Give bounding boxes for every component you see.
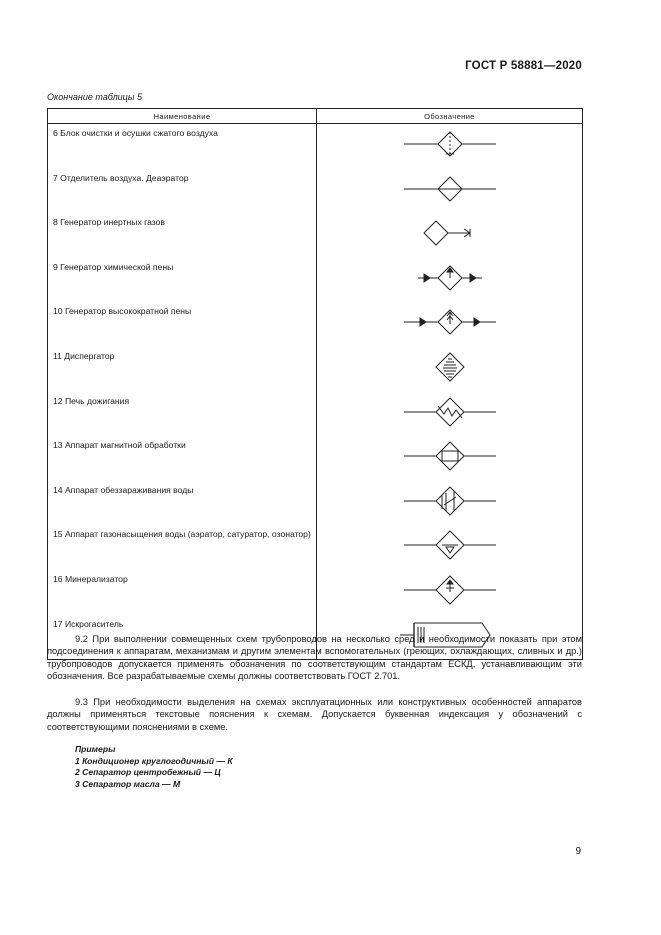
table-row — [48, 213, 583, 258]
table-row — [48, 392, 583, 437]
water-gas-saturation-symbol-icon — [390, 525, 510, 565]
table-row — [48, 525, 583, 570]
row-name: 6 Блок очистки и осушки сжатого воздуха — [48, 124, 317, 169]
row-name: 17 Искрогаситель — [48, 615, 317, 660]
column-header-symbol: Обозначение — [317, 109, 583, 124]
example-item: 1 Кондиционер круглогодичный — К — [75, 755, 233, 766]
table-row — [48, 436, 583, 481]
row-name: 16 Минерализатор — [48, 570, 317, 615]
dispersant-symbol-icon — [390, 347, 510, 387]
high-expansion-foam-generator-symbol-icon — [390, 302, 510, 342]
symbols-table — [47, 108, 583, 660]
row-name: 14 Аппарат обеззараживания воды — [48, 481, 317, 526]
table-header-row — [48, 109, 583, 124]
row-name: 8 Генератор инертных газов — [48, 213, 317, 258]
afterburner-furnace-symbol-icon — [390, 392, 510, 432]
example-item: 3 Сепаратор масла — М — [75, 778, 181, 789]
table-row — [48, 570, 583, 615]
examples-title: Примеры — [75, 744, 116, 754]
page-number: 9 — [575, 846, 581, 857]
paragraph-9-3: 9.3 При необходимости выделения на схемах эксплуатационных или конструктивных особенностей аппаратов должны применяться текстовые пояснения к схемам. Допускается буквенная индексация у обозначений с соответствующими пояснениями в схеме. — [47, 697, 582, 732]
table-caption: Окончание таблицы 5 — [47, 92, 142, 102]
table-row — [48, 302, 583, 347]
table-row — [48, 347, 583, 392]
chemical-foam-generator-symbol-icon — [390, 258, 510, 298]
row-name: 7 Отделитель воздуха. Деаэратор — [48, 169, 317, 214]
row-name: 12 Печь дожигания — [48, 392, 317, 437]
inert-gas-generator-symbol-icon — [390, 213, 510, 253]
table-row — [48, 124, 583, 169]
air-separator-symbol-icon — [390, 169, 510, 209]
examples-block — [75, 744, 233, 790]
paragraph-9-2: 9.2 При выполнении совмещенных схем трубопроводов на несколько сред и необходимости показать при этом подсоединения к аппаратам, механизмам и другим элементам вспомогательных (греющих, охлаждающих, сливных и др.) трубопроводов допускается применять обозначения по соответствующим стандартам ЕСКД, устанавливающим эти обозначения. Все разрабатываемые схемы должны соответствовать ГОСТ 2.701. — [47, 634, 582, 681]
example-item: 2 Сепаратор центробежный — Ц — [75, 767, 221, 777]
filter-dryer-symbol-icon — [390, 124, 510, 164]
water-disinfection-symbol-icon — [390, 481, 510, 521]
row-name: 15 Аппарат газонасыщения воды (аэратор, сатуратор, озонатор) — [48, 525, 317, 570]
table-row — [48, 481, 583, 526]
table-row — [48, 258, 583, 303]
row-name: 11 Диспергатор — [48, 347, 317, 392]
mineralizer-symbol-icon — [390, 570, 510, 610]
magnetic-treatment-symbol-icon — [390, 436, 510, 476]
row-name: 9 Генератор химической пены — [48, 258, 317, 303]
document-id: ГОСТ Р 58881—2020 — [465, 60, 582, 72]
column-header-name: Наименование — [48, 109, 317, 124]
row-name: 13 Аппарат магнитной обработки — [48, 436, 317, 481]
table-row — [48, 169, 583, 214]
row-name: 10 Генератор высокократной пены — [48, 302, 317, 347]
